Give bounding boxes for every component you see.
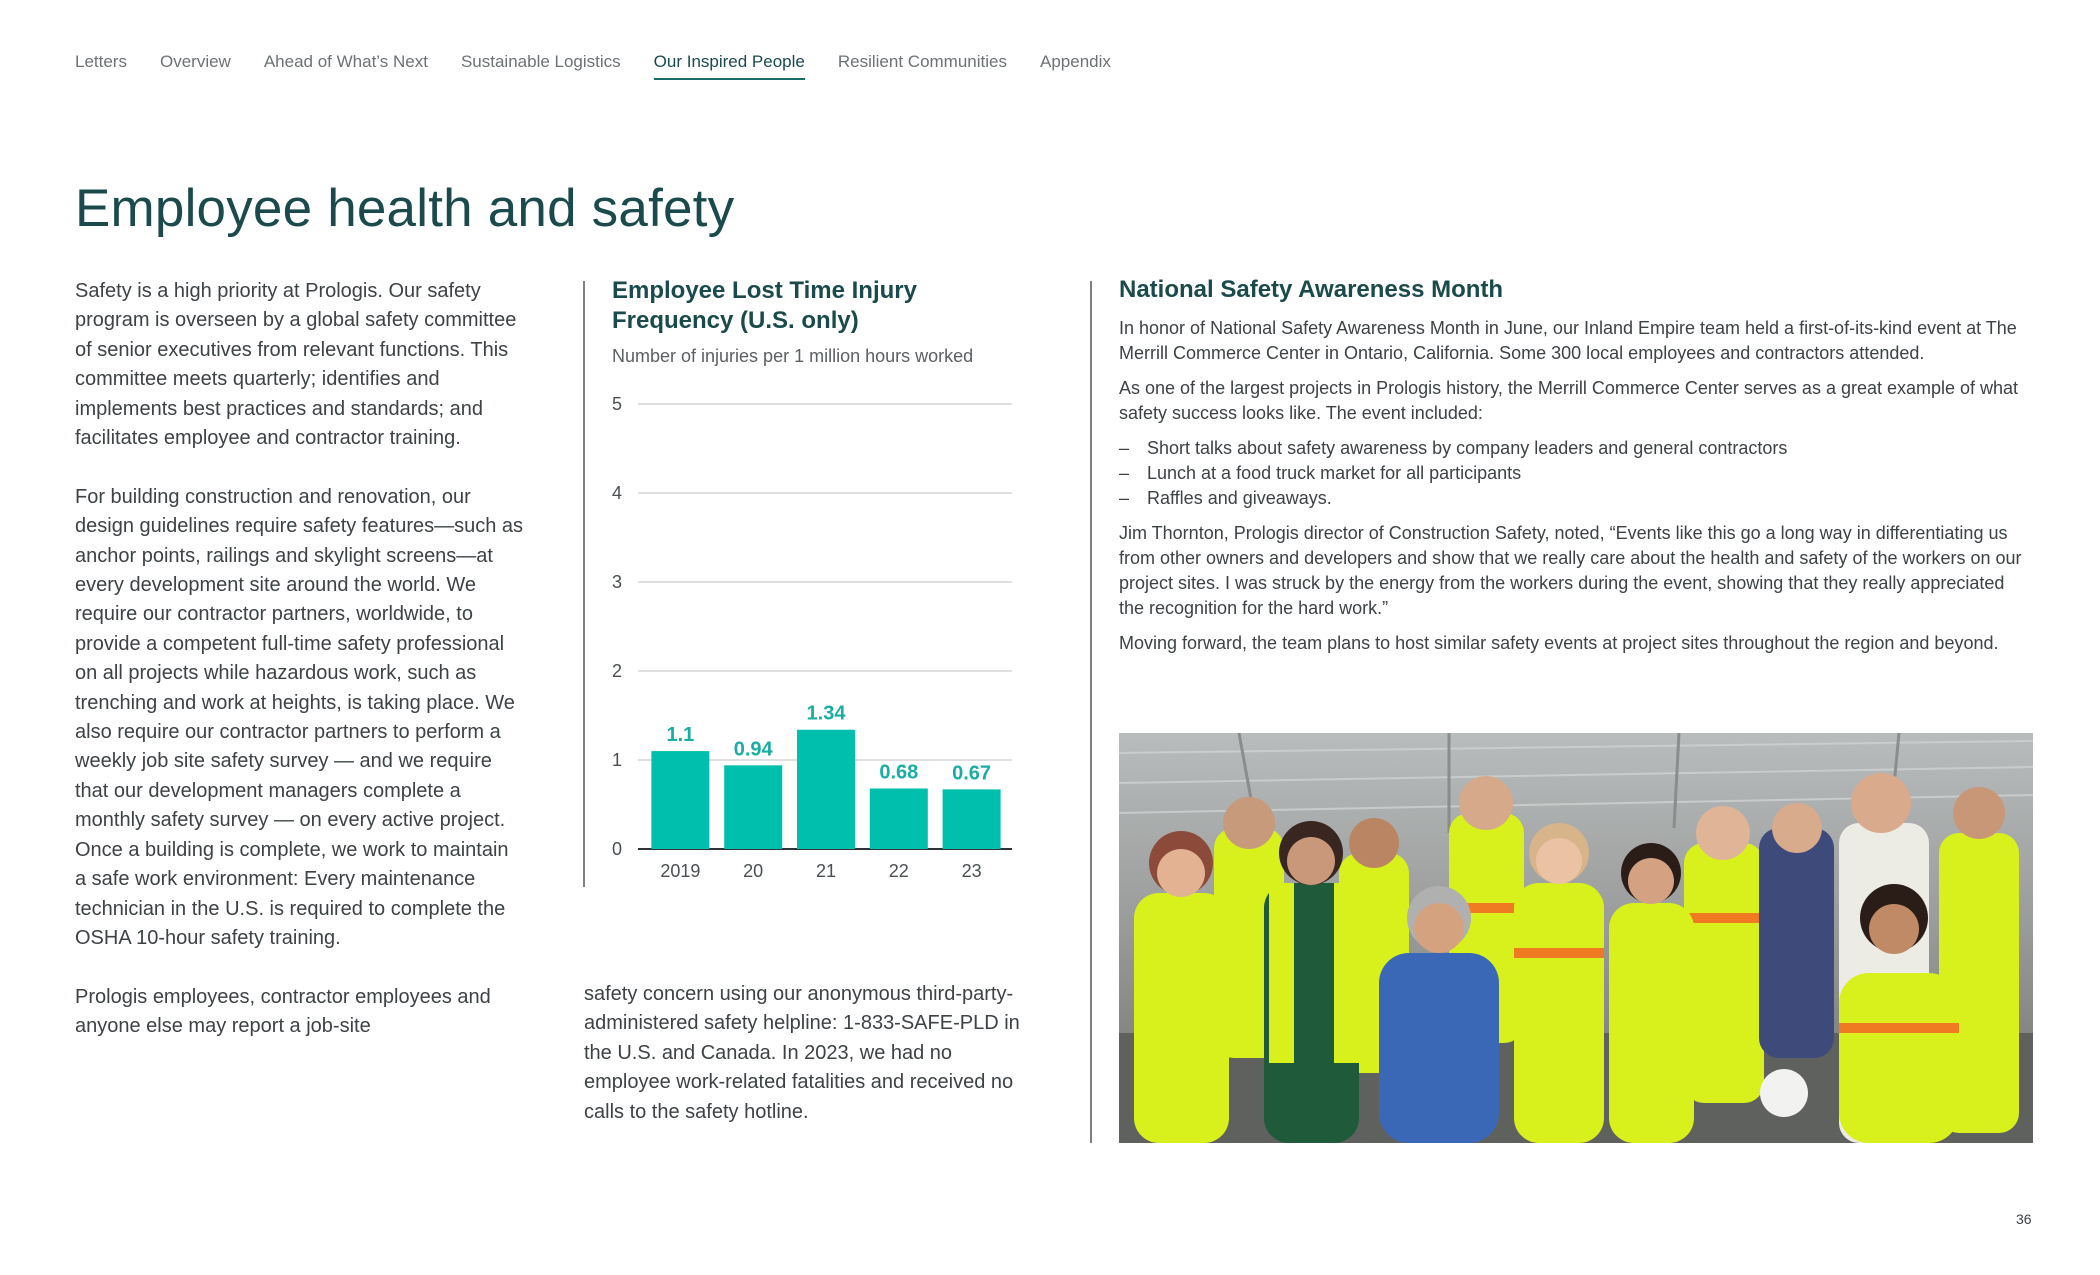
- group-photo-illustration: [1119, 733, 2033, 1143]
- page-number: 36: [2016, 1211, 2032, 1227]
- nsam-paragraph-1: In honor of National Safety Awareness Month in June, our Inland Empire team held a first-of-its-kind event at The Merrill Commerce Center in Ontario, California. Some 300 local employees and contractors attended.: [1119, 318, 2017, 363]
- bar: [943, 789, 1001, 849]
- chart-subtitle: Number of injuries per 1 million hours worked: [612, 346, 974, 366]
- nav-overview[interactable]: Overview: [159, 52, 231, 71]
- bar: [724, 765, 782, 849]
- nsam-title: National Safety Awareness Month: [1119, 276, 1504, 303]
- intro-column: [75, 277, 525, 1071]
- nav-our-inspired-people[interactable]: Our Inspired People: [654, 52, 805, 80]
- y-tick-label: 5: [611, 394, 622, 414]
- y-tick-label: 1: [611, 750, 622, 770]
- nsam-paragraph-2: As one of the largest projects in Prologis history, the Merrill Commerce Center serves as a great example of what safety success looks like. The event included:: [1119, 378, 2019, 423]
- injury-frequency-bar-chart: [600, 380, 1030, 890]
- chart-title: Employee Lost Time Injury Frequency (U.S. only): [612, 277, 917, 334]
- top-nav: [75, 52, 1111, 80]
- nsam-body: [1119, 316, 2029, 666]
- nav-letters[interactable]: Letters: [75, 52, 127, 71]
- x-tick-label: 23: [961, 861, 982, 881]
- bar-value-label: 0.67: [952, 762, 992, 785]
- intro-paragraph-3: Prologis employees, contractor employees and anyone else may report a job-site: [75, 985, 491, 1038]
- y-tick-label: 4: [611, 483, 622, 503]
- bar-value-label: 1.34: [806, 702, 846, 725]
- bar: [797, 730, 855, 849]
- intro-continued-paragraph: safety concern using our anonymous third-party-administered safety helpline: 1-833-SAFE-PLD in the U.S. and Canada. In 2023, we had no employee work-related fatalities and received no calls to the safety hotline.: [584, 983, 1020, 1123]
- bar-value-label: 0.68: [879, 761, 919, 784]
- nav-sustainable-logistics[interactable]: Sustainable Logistics: [460, 52, 621, 71]
- nav-ahead-of-whats-next[interactable]: Ahead of What’s Next: [263, 52, 428, 71]
- intro-paragraph-2: For building construction and renovation, our design guidelines require safety features—such as anchor points, railings and skylight screens—at every development site around the world. We require our contractor partners, worldwide, to provide a competent full-time safety professional on all projects while hazardous work, such as trenching and work at heights, is taking place. We also require our contractor partners to perform a weekly job site safety survey — and we require that our development managers complete a monthly safety survey — on every active project. Once a building is complete, we work to maintain a safe work environment: Every maintenance technician in the U.S. is required to complete the OSHA 10-hour safety training.: [75, 485, 524, 949]
- nav-appendix[interactable]: Appendix: [1040, 52, 1111, 71]
- bar-value-label: 1.1: [666, 724, 695, 747]
- y-tick-label: 3: [611, 572, 622, 592]
- nsam-event-list: [1119, 436, 2029, 511]
- intro-paragraph-1: Safety is a high priority at Prologis. Our safety program is overseen by a global safety committee of senior executives from relevant functions. This committee meets quarterly; identifies and implements best practices and standards; and facilitates employee and contractor training.: [75, 280, 517, 450]
- nsam-bullet: – Raffles and giveaways.: [1119, 486, 2029, 511]
- page-title: Employee health and safety: [75, 179, 735, 238]
- nsam-bullet: – Lunch at a food truck market for all participants: [1119, 461, 2029, 486]
- nsam-quote: Jim Thornton, Prologis director of Construction Safety, noted, “Events like this go a long way in differentiating us from other owners and developers and show that we really care about the health and safety of the workers on our project sites. I was struck by the energy from the workers during the event, showing that they really appreciated the recognition for the hard work.”: [1119, 523, 2022, 618]
- bar: [870, 788, 928, 849]
- nav-resilient-communities[interactable]: Resilient Communities: [837, 52, 1007, 71]
- x-tick-label: 21: [815, 861, 837, 881]
- column-divider-right: [1090, 281, 1092, 1143]
- safety-event-group-photo: [1119, 733, 2033, 1143]
- x-tick-label: 22: [888, 861, 909, 881]
- bar-value-label: 0.94: [733, 738, 773, 761]
- bar: [651, 751, 709, 849]
- nsam-paragraph-4: Moving forward, the team plans to host similar safety events at project sites throughout the region and beyond.: [1119, 633, 1999, 653]
- y-tick-label: 0: [611, 839, 622, 859]
- nsam-bullet: – Short talks about safety awareness by company leaders and general contractors: [1119, 436, 2029, 461]
- y-tick-label: 2: [611, 661, 622, 681]
- x-tick-label: 20: [743, 861, 764, 881]
- column-divider-left: [583, 281, 585, 887]
- x-tick-label: 2019: [660, 861, 701, 881]
